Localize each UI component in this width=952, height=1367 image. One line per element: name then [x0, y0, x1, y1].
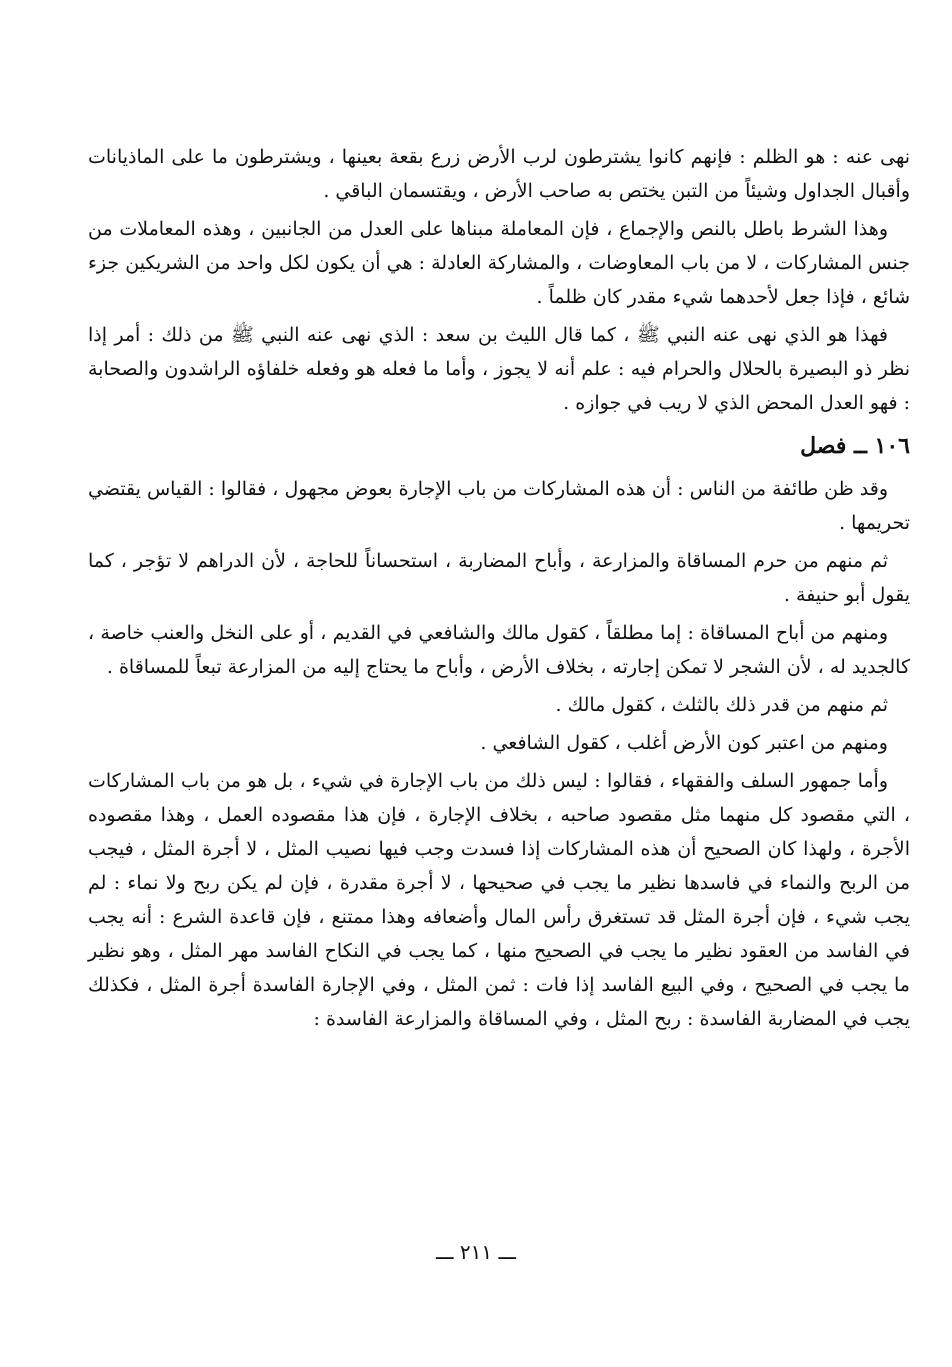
paragraph: وقد ظن طائفة من الناس : أن هذه المشاركات من باب الإجارة بعوض مجهول ، فقالوا : القياس يقتضي تحريمها . — [88, 478, 910, 534]
section-heading: ١٠٦ ــ فصل — [800, 433, 910, 459]
paragraph-group-top — [88, 140, 910, 420]
page-number: ـــ ٢١١ ـــ — [435, 1240, 517, 1264]
paragraph-group-bottom — [88, 472, 910, 1036]
paragraph: ثم منهم من قدر ذلك بالثلث ، كقول مالك . — [555, 694, 888, 716]
paragraph: ومنهم من أباح المساقاة : إما مطلقاً ، كقول مالك والشافعي في القديم ، أو على النخل والعنب خاصة ، كالجديد له ، لأن الشجر لا تمكن إجارته ، بخلاف الأرض ، وأباح ما يحتاج إليه من المزارعة تبعاً للمساقاة . — [88, 622, 910, 678]
paragraph: نهى عنه : هو الظلم : فإنهم كانوا يشترطون لرب الأرض زرع بقعة بعينها ، ويشترطون ما على الماذيانات وأقبال الجداول وشيئاً من التبن يختص به صاحب الأرض ، ويقتسمان الباقي . — [88, 146, 910, 202]
paragraph: وهذا الشرط باطل بالنص والإجماع ، فإن المعاملة مبناها على العدل من الجانبين ، وهذه المعاملات من جنس المشاركات ، لا من باب المعاوضات ، والمشاركة العادلة : هي أن يكون لكل واحد من الشريكين جزء شائع ، فإذا جعل لأحدهما شيء مقدر كان ظلماً . — [88, 218, 910, 308]
paragraph: وأما جمهور السلف والفقهاء ، فقالوا : ليس ذلك من باب الإجارة في شيء ، بل هو من باب المشاركات ، التي مقصود كل منهما مثل مقصود صاحبه ، بخلاف الإجارة ، فإن هذا مقصوده العمل ، وهذا مقصوده الأجرة ، ولهذا كان الصحيح أن هذه المشاركات إذا فسدت وجب فيها نصيب المثل ، لا أجرة المثل ، فيجب من الربح والنماء في فاسدها نظير ما يجب في صحيحها ، لا أجرة مقدرة ، فإن لم يكن ربح ولا نماء : لم يجب شيء ، فإن أجرة المثل قد تستغرق رأس المال وأضعافه وهذا ممتنع ، فإن قاعدة الشرع : أنه يجب في الفاسد من العقود نظير ما يجب في الصحيح منها ، كما يجب في النكاح الفاسد مهر المثل ، وهو نظير ما يجب في الصحيح ، وفي البيع الفاسد إذا فات : ثمن المثل ، وفي الإجارة الفاسدة أجرة المثل ، فكذلك يجب في المضاربة الفاسدة : ربح المثل ، وفي المساقاة والمزارعة الفاسدة : — [88, 770, 910, 1030]
paragraph: ومنهم من اعتبر كون الأرض أغلب ، كقول الشافعي . — [480, 732, 888, 754]
paragraph: ثم منهم من حرم المساقاة والمزارعة ، وأباح المضاربة ، استحساناً للحاجة ، لأن الدراهم لا تؤجر ، كما يقول أبو حنيفة . — [88, 550, 910, 606]
page-body — [88, 140, 910, 1040]
paragraph: فهذا هو الذي نهى عنه النبي ﷺ ، كما قال الليث بن سعد : الذي نهى عنه النبي ﷺ من ذلك : أمر إذا نظر ذو البصيرة بالحلال والحرام فيه : علم أنه لا يجوز ، وأما ما فعله هو وفعله خلفاؤه الراشدون والصحابة : فهو العدل المحض الذي لا ريب في جوازه . — [88, 324, 910, 414]
